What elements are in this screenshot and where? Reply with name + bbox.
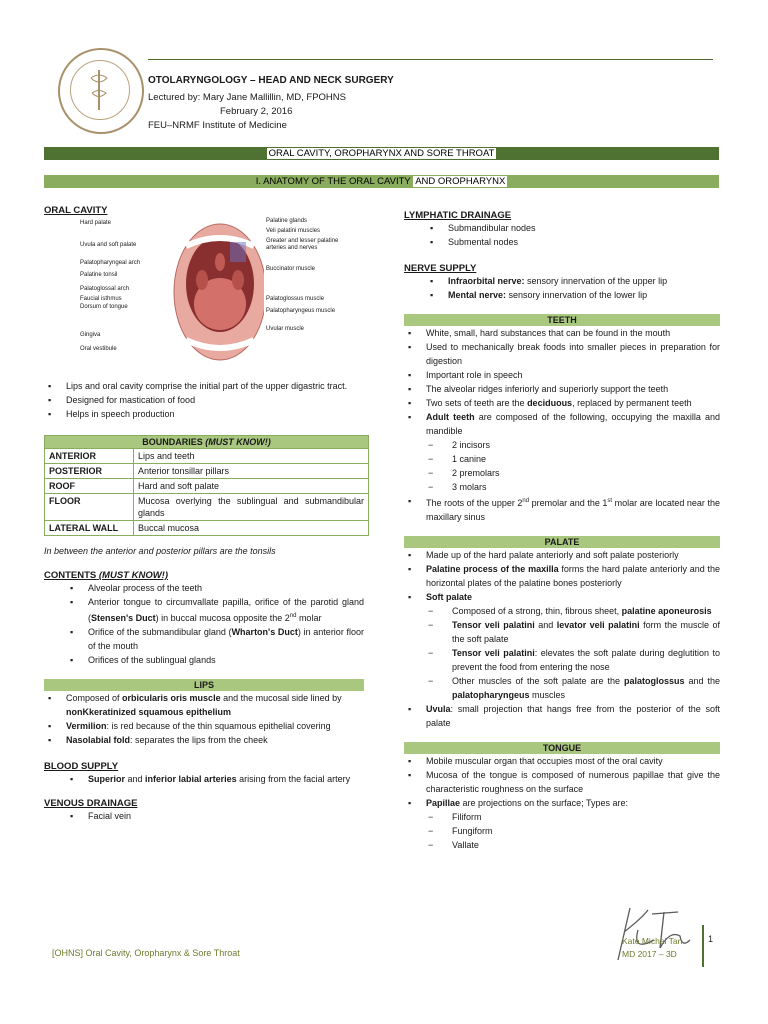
list-item: − 1 canine [404,452,720,466]
list-item: ▪ The roots of the upper 2nd premolar and the 1st molar are located near the maxillary sinus [404,494,720,524]
right-column [404,210,720,852]
list-item: ▪ Orifice of the submandibular gland (Wharton's Duct) in anterior floor of the mouth [44,625,364,653]
left-column [44,205,364,823]
figure-label: Uvula and soft palate [80,242,137,248]
table-row: POSTERIOR Anterior tonsillar pillars [45,464,369,479]
list-item: − Other muscles of the soft palate are the palatoglossus and the palatopharyngeus muscles [404,674,720,702]
topic-banner: ORAL CAVITY, OROPHARYNX AND SORE THROAT [44,147,719,160]
contents-title: CONTENTS (MUST KNOW!) [44,570,169,581]
lips-header: LIPS [44,679,364,691]
list-item: ▪ Anterior tongue to circumvallate papilla, orifice of the parotid gland (Stensen's Duct) in buccal mucosa opposite the 2nd molar [44,595,364,625]
figure-label: Uvular muscle [266,326,305,332]
list-item: ▪ Mental nerve: sensory innervation of the lower lip [404,288,720,302]
figure-label: Buccinator muscle [266,266,316,272]
list-item: − Fungiform [404,824,720,838]
table-row: ROOF Hard and soft palate [45,479,369,494]
oral-cavity-figure [44,216,364,371]
tongue-header: TONGUE [404,742,720,754]
list-item: − 2 incisors [404,438,720,452]
list-item: ▪ Mucosa of the tongue is composed of numerous papillae that give the characteristic roughness on the surface [404,768,720,796]
boundaries-table [44,435,369,536]
venous-drainage-title: VENOUS DRAINAGE [44,798,138,809]
footer-divider [702,925,704,967]
figure-label: Palatopharyngeus muscle [266,308,336,314]
list-item: ▪ Papillae are projections on the surface; Types are: [404,796,720,810]
table-row: LATERAL WALL Buccal mucosa [45,521,369,536]
list-item: − Tensor veli palatini and levator veli palatini form the muscle of the soft palate [404,618,720,646]
figure-label: Palatine glands [266,218,308,224]
list-item: − 2 premolars [404,466,720,480]
list-item: ▪ The alveolar ridges inferiorly and superiorly support the teeth [404,382,720,396]
list-item: ▪ Infraorbital nerve: sensory innervation of the upper lip [404,274,720,288]
list-item: ▪ Facial vein [44,809,364,823]
list-item: − 3 molars [404,480,720,494]
footer-title: [OHNS] Oral Cavity, Oropharynx & Sore Throat [52,948,240,958]
open-mouth-illustration [172,222,264,362]
figure-label: Dorsum of tongue [80,304,128,310]
list-item: ▪ Made up of the hard palate anteriorly and soft palate posteriorly [404,548,720,562]
figure-label: Faucial isthmus [80,296,122,302]
figure-label: Palatopharyngeal arch [80,260,141,266]
lymphatic-title: LYMPHATIC DRAINAGE [404,210,512,221]
table-row: FLOOR Mucosa overlying the sublingual and submandibular glands [45,494,369,521]
figure-label: Hard palate [80,220,112,226]
list-item: − Filiform [404,810,720,824]
list-item: − Vallate [404,838,720,852]
figure-label: Palatoglossal arch [80,286,130,292]
list-item: ▪ Alveolar process of the teeth [44,581,364,595]
list-item: ▪ Helps in speech production [44,407,364,421]
list-item: ▪ Superior and inferior labial arteries arising from the facial artery [44,772,364,786]
figure-label: Gingiva [80,332,101,338]
oral-cavity-title: ORAL CAVITY [44,205,108,216]
list-item: ▪ Vermilion: is red because of the thin squamous epithelial covering [44,719,364,733]
figure-label: Palatoglossus muscle [266,296,325,302]
list-item: ▪ White, small, hard substances that can be found in the mouth [404,326,720,340]
tonsils-note: In between the anterior and posterior pillars are the tonsils [44,546,276,556]
institute: FEU–NRMF Institute of Medicine [148,120,287,131]
list-item: ▪ Two sets of teeth are the deciduous, replaced by permanent teeth [404,396,720,410]
list-item: ▪ Used to mechanically break foods into smaller pieces in preparation for digestion [404,340,720,368]
list-item: ▪ Submental nodes [404,235,720,249]
figure-label: Oral vestibule [80,346,117,352]
figure-label: Veli palatini muscles [266,228,321,234]
institution-seal [58,48,144,134]
list-item: ▪ Orifices of the sublingual glands [44,653,364,667]
list-item: ▪ Mobile muscular organ that occupies most of the oral cavity [404,754,720,768]
boundaries-header: BOUNDARIES (MUST KNOW!) [45,436,369,449]
figure-label: Greater and lesser palatine arteries and nerves [266,238,339,251]
list-item: ▪ Designed for mastication of food [44,393,364,407]
list-item: ▪ Adult teeth are composed of the following, occupying the maxilla and mandible [404,410,720,438]
header-rule [148,59,713,60]
page-number: 1 [708,934,714,944]
blood-supply-title: BLOOD SUPPLY [44,761,119,772]
table-row: ANTERIOR Lips and teeth [45,449,369,464]
figure-label: Palatine tonsil [80,272,118,278]
lecture-date: February 2, 2016 [220,106,293,117]
lecturer: Lectured by: Mary Jane Mallillin, MD, FPOHNS [148,92,346,103]
list-item: ▪ Soft palate [404,590,720,604]
list-item: − Composed of a strong, thin, fibrous sheet, palatine aponeurosis [404,604,720,618]
list-item: ▪ Uvula: small projection that hangs free from the posterior of the soft palate [404,702,720,730]
list-item: − Tensor veli palatini: elevates the soft palate during deglutition to prevent the food from entering the nose [404,646,720,674]
list-item: ▪ Submandibular nodes [404,221,720,235]
list-item: ▪ Nasolabial fold: separates the lips from the cheek [44,733,364,747]
footer-author: Kate Michal Tan MD 2017 – 3D [622,936,683,959]
list-item: ▪ Important role in speech [404,368,720,382]
teeth-header: TEETH [404,314,720,326]
document-title: OTOLARYNGOLOGY – HEAD AND NECK SURGERY [148,75,394,86]
nerve-supply-title: NERVE SUPPLY [404,263,477,274]
list-item: ▪ Composed of orbicularis oris muscle and the mucosal side lined by nonKkeratinized squamous epithelium [44,691,364,719]
palate-header: PALATE [404,536,720,548]
list-item: ▪ Lips and oral cavity comprise the initial part of the upper digastric tract. [44,379,364,393]
section-heading: I. ANATOMY OF THE ORAL CAVITY AND OROPHARYNX [44,175,719,188]
list-item: ▪ Palatine process of the maxilla forms the hard palate anteriorly and the horizontal plates of the palatine bones posteriorly [404,562,720,590]
